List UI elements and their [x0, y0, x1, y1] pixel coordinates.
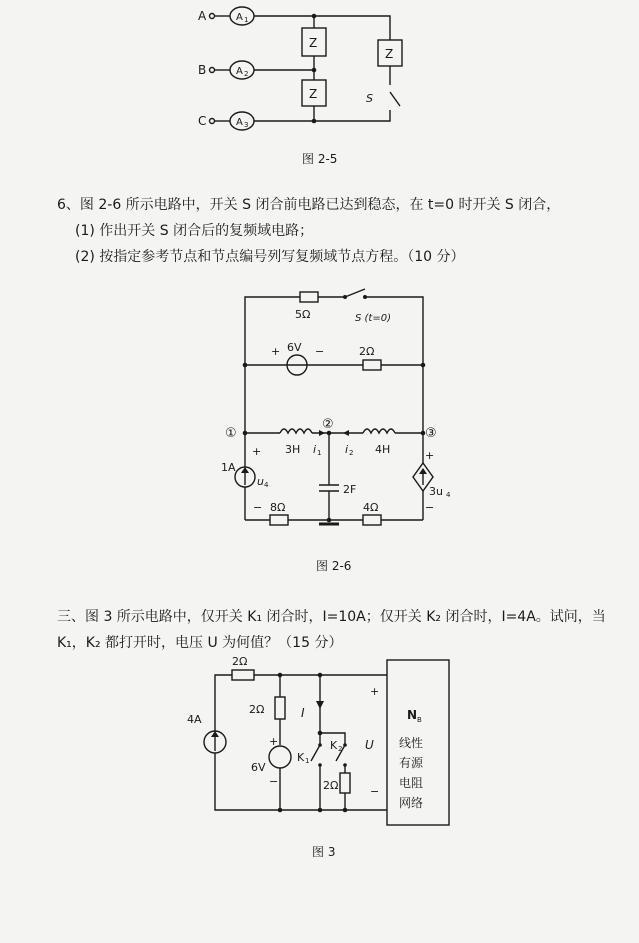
label-current-i: I [301, 706, 305, 720]
label-minus-u4: − [253, 501, 263, 514]
impedance-z-bottom-label: Z [309, 87, 318, 101]
node-2-label: ② [322, 417, 334, 432]
node-c-label: C [198, 114, 207, 128]
label-6v: 6V [251, 761, 266, 774]
resistor-8ohm [270, 515, 288, 525]
label-plus-6v: + [269, 735, 279, 748]
node-a-label: A [198, 9, 207, 23]
question-6-line-2: (1) 作出开关 S 闭合后的复频域电路； [75, 223, 314, 239]
ammeter-a2-label: A [236, 66, 243, 77]
figure-2-5-caption: 图 2-5 [302, 152, 338, 166]
label-4a: 4A [187, 713, 202, 726]
label-3u4: 3u [429, 485, 443, 498]
ammeter-a3-label: A [236, 117, 243, 128]
label-4h: 4H [375, 443, 391, 456]
figure-2-6-caption: 图 2-6 [316, 559, 352, 573]
voltage-source-6v-fig3 [269, 746, 291, 768]
label-k2-sub: 2 [338, 745, 343, 753]
ammeter-a2-sub: 2 [244, 70, 249, 78]
impedance-z-top-label: Z [309, 36, 318, 50]
figure-2-5-circuit [190, 0, 420, 140]
label-u4: u [257, 475, 264, 488]
resistor-2ohm-low [340, 773, 350, 793]
label-k1: K [297, 751, 305, 764]
inductor-4h [363, 429, 395, 433]
label-4ohm: 4Ω [363, 501, 379, 514]
resistor-2ohm-mid [275, 697, 285, 719]
impedance-z-right-label: Z [385, 47, 394, 61]
label-k1-sub: 1 [305, 757, 310, 765]
label-minus-6v: − [315, 345, 325, 358]
label-box-2: 有源 [399, 756, 424, 770]
label-2ohm-top: 2Ω [232, 655, 248, 668]
ammeter-a1-label: A [236, 12, 243, 23]
label-box-1: 线性 [399, 736, 424, 750]
figure-2-6-circuit [215, 285, 455, 540]
label-3u4-sub: 4 [446, 491, 451, 499]
label-2ohm-mid: 2Ω [249, 703, 265, 716]
question-3-line-2: K₁，K₂ 都打开时，电压 U 为何值？（15 分） [57, 635, 343, 651]
inductor-3h [280, 429, 312, 433]
label-box-4: 网络 [399, 796, 424, 810]
ammeter-a1-sub: 1 [244, 16, 249, 24]
label-plus-6v: + [271, 345, 281, 358]
switch-s-label: S [366, 92, 373, 105]
label-plus-u: + [370, 685, 380, 698]
label-minus-6v: − [269, 775, 279, 788]
label-3h: 3H [285, 443, 301, 456]
label-2ohm: 2Ω [359, 345, 375, 358]
question-6-line-3: (2) 按指定参考节点和节点编号列写复频域节点方程。（10 分） [75, 249, 465, 265]
label-i2-sub: 2 [349, 449, 354, 457]
ammeter-a3-sub: 3 [244, 121, 249, 129]
label-8ohm: 8Ω [270, 501, 286, 514]
label-minus-cs: − [425, 501, 435, 514]
label-u4-sub: 4 [264, 481, 269, 489]
label-2f: 2F [343, 483, 357, 496]
label-nb-sub: B [417, 716, 422, 724]
label-k2: K [330, 739, 338, 752]
label-plus-u4: + [252, 445, 262, 458]
label-i2: i [345, 443, 349, 456]
question-6-line-1: 6、图 2-6 所示电路中，开关 S 闭合前电路已达到稳态，在 t=0 时开关 S 闭合， [57, 197, 561, 213]
label-box-3: 电阻 [399, 776, 424, 790]
label-i1: i [313, 443, 317, 456]
label-5ohm: 5Ω [295, 308, 311, 321]
label-1a: 1A [221, 461, 236, 474]
label-i1-sub: 1 [317, 449, 322, 457]
label-6v: 6V [287, 341, 302, 354]
resistor-2ohm [363, 360, 381, 370]
node-1-label: ① [225, 426, 237, 441]
node-b-label: B [198, 63, 207, 77]
resistor-2ohm-top [232, 670, 254, 680]
question-3-line-1: 三、图 3 所示电路中，仅开关 K₁ 闭合时，I=10A；仅开关 K₂ 闭合时，I=4A。试问，当 [57, 609, 606, 625]
resistor-5ohm [300, 292, 318, 302]
label-switch-s: S (t=0) [355, 313, 391, 324]
label-minus-u: − [370, 785, 380, 798]
resistor-4ohm [363, 515, 381, 525]
node-3-label: ③ [425, 426, 437, 441]
label-2ohm-low: 2Ω [323, 779, 339, 792]
label-plus-cs: + [425, 449, 435, 462]
label-voltage-u: U [365, 738, 374, 752]
label-nb: N [407, 708, 418, 722]
figure-3-circuit [185, 655, 455, 830]
figure-3-caption: 图 3 [312, 845, 336, 859]
